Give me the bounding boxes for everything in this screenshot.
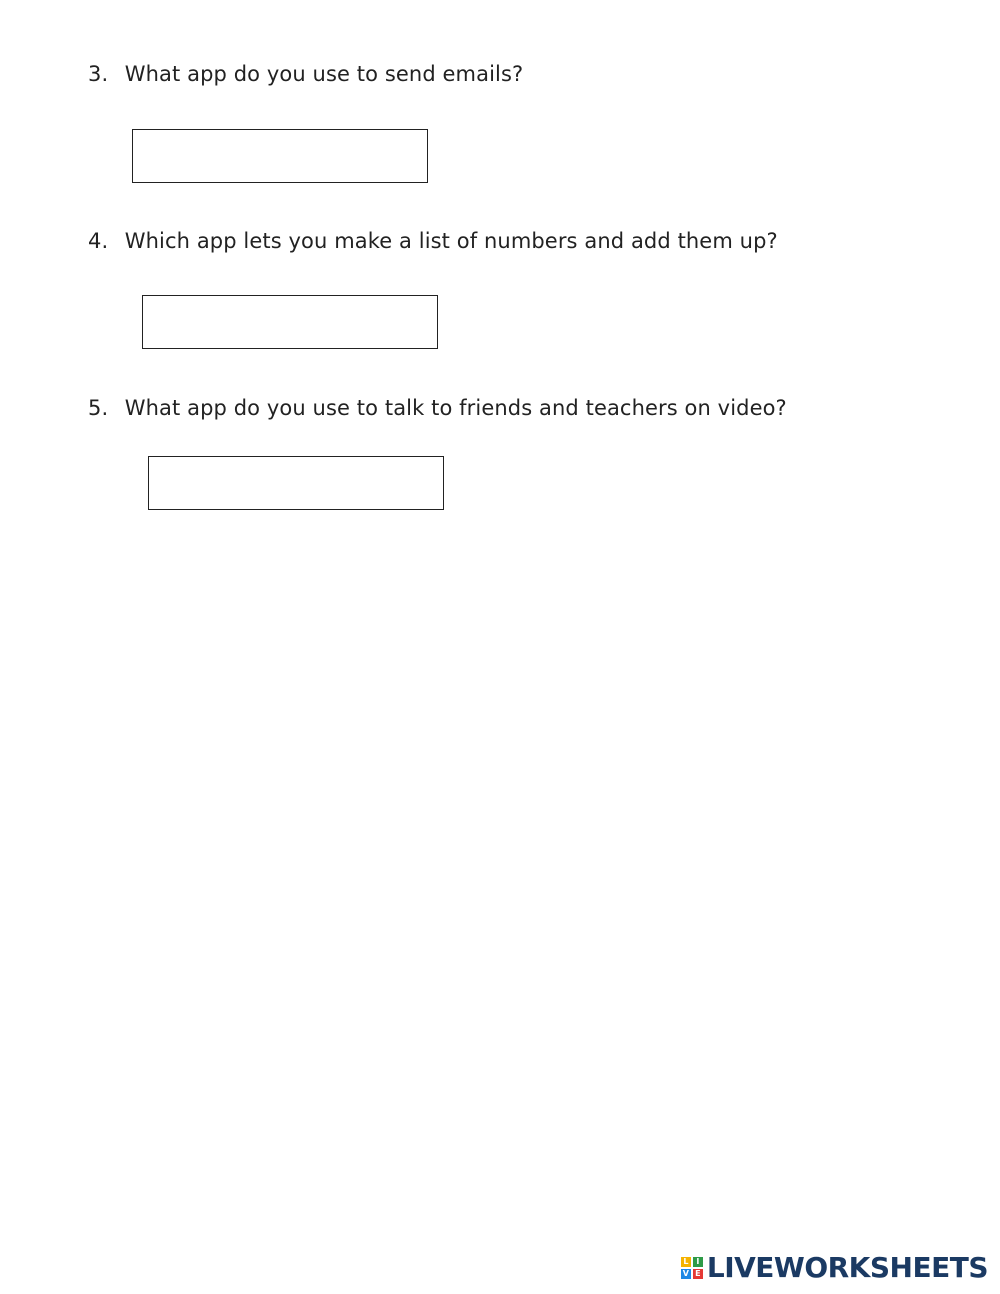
question-text: What app do you use to talk to friends and teachers on video?	[124, 396, 787, 420]
logo-text: LIVEWORKSHEETS	[706, 1251, 988, 1284]
logo-mark-icon	[681, 1257, 703, 1279]
question-3	[88, 62, 523, 86]
question-text: Which app lets you make a list of numbers and add them up?	[124, 229, 778, 253]
logo-mark-cell: V	[682, 1268, 689, 1278]
logo-mark-cell: E	[693, 1269, 703, 1279]
question-5	[88, 396, 787, 420]
answer-input-4[interactable]	[142, 295, 438, 349]
liveworksheets-logo	[681, 1251, 988, 1284]
question-number: 5.	[88, 396, 109, 420]
answer-input-5[interactable]	[148, 456, 444, 510]
question-number: 3.	[88, 62, 109, 86]
question-4	[88, 229, 778, 253]
answer-input-3[interactable]	[132, 129, 428, 183]
question-text: What app do you use to send emails?	[124, 62, 524, 86]
logo-mark-cell: L	[681, 1257, 691, 1267]
question-number: 4.	[88, 229, 109, 253]
logo-mark-cell: I	[693, 1257, 703, 1267]
